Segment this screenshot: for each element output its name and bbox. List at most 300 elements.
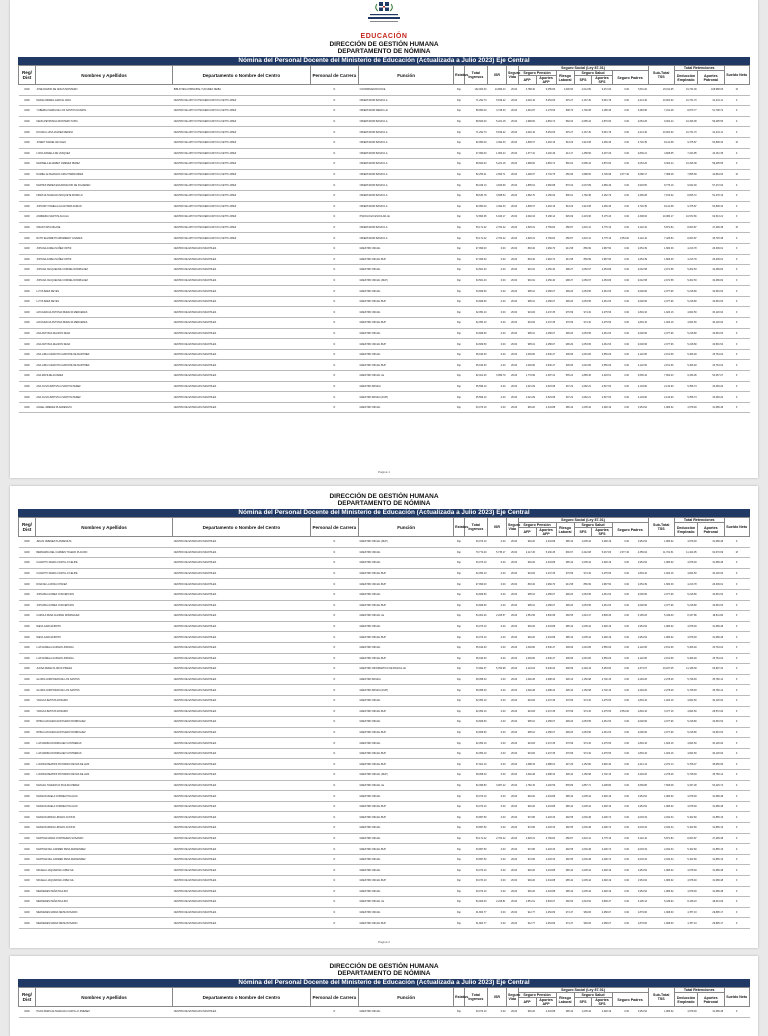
cell-g: F: [724, 579, 749, 590]
cell-stt: 3,720.35: [630, 201, 648, 212]
cell-sp: 0.00: [612, 537, 630, 548]
cell-neto: 32,591.54: [698, 717, 724, 728]
cell-dept: CENTRO DE ESTANCIAS INFANTILES: [173, 360, 310, 371]
cell-stt: 1,954.62: [630, 801, 648, 812]
cell-de: 1,923.16: [648, 318, 674, 329]
cell-g: F: [724, 674, 749, 685]
cell-aafp: 2,344.88: [536, 537, 556, 548]
cell-asfs: 2,550.06: [592, 360, 612, 371]
cell-fn: ORIENTADOR BASICO-A: [359, 159, 454, 170]
cell-stt: 2,048.96: [630, 727, 648, 738]
cell-aafp: 2,698.34: [536, 674, 556, 685]
cell-tot: 73,772.20: [464, 547, 487, 558]
cell-de: 10,187.05: [648, 664, 674, 675]
cell-reg: 0200: [19, 780, 36, 791]
col-neto: Sueldo Neto: [724, 518, 749, 537]
cell-dept: CENTRO DE ESTANCIAS INFANTILES: [173, 392, 310, 403]
cell-name: MERCEDES PEÑA PAULINO: [35, 897, 172, 908]
cell-asfs: 2,275.56: [592, 748, 612, 759]
cell-aafp: 4,156.92: [536, 190, 556, 201]
cell-career: N: [310, 589, 359, 600]
cell-g: F: [724, 642, 749, 653]
cell-rl: 299.20: [556, 727, 574, 738]
department-title: DEPARTAMENTO DE NÓMINA: [337, 500, 431, 507]
cell-stt: 2,122.66: [630, 349, 648, 360]
cell-stt: 3,195.03: [630, 611, 648, 622]
cell-stt: 3,903.50: [630, 180, 648, 191]
cell-dept: CENTRO DE ESTANCIAS INFANTILES: [173, 918, 310, 929]
cell-dept: CENTRO DE ESTANCIAS INFANTILES: [173, 275, 310, 286]
cell-reg: 0200: [19, 360, 36, 371]
cell-fn: MAESTRO INICIAL I-E: [359, 371, 454, 382]
page-header: [10, 486, 758, 507]
cell-asfs: 2,527.54: [592, 392, 612, 403]
cell-fn: MAESTRO INICIAL: [359, 907, 454, 918]
cell-isr: 6,043.17: [487, 212, 506, 223]
cell-neto: 54,429.72: [698, 780, 724, 791]
cell-neto: 26,309.61: [698, 254, 724, 265]
cell-de: 2,032.34: [648, 844, 674, 855]
cell-dept: CENTRO DE ESTANCIAS INFANTILES: [173, 265, 310, 276]
cell-afp: 949.20: [518, 801, 536, 812]
table-row: [19, 148, 750, 159]
cell-sfs: 1,053.95: [574, 727, 592, 738]
cell-tot: 33,897.50: [464, 823, 487, 834]
cell-name: LUZ MARINA RODRIGUEZ CONTRERAS: [35, 748, 172, 759]
cell-fn: ORIENTADOR MEDIO-I-E: [359, 106, 454, 117]
cell-aafp: 2,344.88: [536, 558, 556, 569]
cell-tot: 52,253.21: [464, 169, 487, 180]
cell-ap: 5,218.80: [674, 727, 697, 738]
cell-isr: 3,658.54: [487, 190, 506, 201]
cell-sp: 0.00: [612, 568, 630, 579]
cell-asfs: 9,372.00: [592, 85, 612, 96]
cell-tot: 34,669.50: [464, 717, 487, 728]
cell-afp: 803.40: [518, 579, 536, 590]
cell-isr: 0.00: [487, 706, 506, 717]
cell-afp: 919.84: [518, 318, 536, 329]
cell-st: Fijo: [454, 190, 465, 201]
cell-afp: 919.84: [518, 748, 536, 759]
table-row: [19, 328, 750, 339]
cell-afp: 1,526.01: [518, 233, 536, 244]
cell-isr: 4,392.33: [487, 137, 506, 148]
cell-ap: 10,326.38: [674, 159, 697, 170]
cell-sp: 0.00: [612, 558, 630, 569]
cell-ap: 4,824.50: [674, 706, 697, 717]
cell-g: F: [724, 349, 749, 360]
cell-reg: 0200: [19, 717, 36, 728]
cell-ap: 4,787.43: [674, 907, 697, 918]
cell-isr: 3,967.22: [487, 780, 506, 791]
cell-de: 2,077.96: [648, 286, 674, 297]
table-row: [19, 568, 750, 579]
cell-sfs: 1,005.42: [574, 791, 592, 802]
cell-sfs: 974.32: [574, 738, 592, 749]
cell-st: Fijo: [454, 371, 465, 382]
cell-aafp: 3,833.07: [536, 897, 556, 908]
cell-sp: 0.00: [612, 85, 630, 96]
cell-st: Fijo: [454, 579, 465, 590]
cell-sp: 0.00: [612, 116, 630, 127]
cell-stt: 4,054.26: [630, 159, 648, 170]
cell-name: CANAYITO MARIA CASTILLO FELIPE: [35, 568, 172, 579]
cell-isr: 0.00: [487, 328, 506, 339]
cell-asfs: 3,838.47: [592, 897, 612, 908]
cell-asfs: 4,185.45: [592, 106, 612, 117]
cell-ap: 5,358.74: [674, 392, 697, 403]
cell-dept: CENTRO DE APOYO PSICOEDUCATIVO LIVETH LOPEZ: [173, 222, 310, 233]
cell-tot: 33,073.10: [464, 632, 487, 643]
cell-ap: 4,978.49: [674, 632, 697, 643]
table-row: [19, 695, 750, 706]
cell-de: 2,278.26: [648, 685, 674, 696]
cell-fn: MAESTRO INICIAL BUP: [359, 360, 454, 371]
cell-sfs: 966.83: [574, 907, 592, 918]
cell-sv: 29.00: [506, 664, 518, 675]
cell-sfs: 1,005.42: [574, 537, 592, 548]
cell-de: 1,923.16: [648, 748, 674, 759]
col-afp: AFP: [518, 998, 536, 1007]
cell-tot: 32,050.10: [464, 307, 487, 318]
cell-st: Fijo: [454, 621, 465, 632]
cell-aafp: 2,546.47: [536, 642, 556, 653]
cell-fn: MAESTRO INICIAL: [359, 1007, 454, 1018]
cell-name: RUTH ELIZABETH ARISMENDY LINARES: [35, 233, 172, 244]
table-row: [19, 296, 750, 307]
cell-fn: ORIENTADOR BASICO-A: [359, 180, 454, 191]
cell-asfs: 2,406.72: [592, 844, 612, 855]
cell-reg: 0200: [19, 611, 36, 622]
table-row: [19, 1007, 750, 1018]
cell-sp: 0.00: [612, 127, 630, 138]
cell-isr: 2,700.42: [487, 222, 506, 233]
cell-sp: 0.00: [612, 759, 630, 770]
cell-sfs: 1,053.95: [574, 328, 592, 339]
cell-sfs: 1,913.68: [574, 201, 592, 212]
cell-tot: 38,058.40: [464, 685, 487, 696]
cell-afp: 1,499.67: [518, 169, 536, 180]
cell-fn: MAESTRO INICIAL I-E: [359, 780, 454, 791]
cell-g: F: [724, 897, 749, 908]
cell-asfs: 2,453.86: [592, 275, 612, 286]
cell-dept: CENTRO DE APOYO PSICOEDUCATIVO LIVETH LOPEZ: [173, 180, 310, 191]
cell-sfs: 1,458.90: [574, 148, 592, 159]
table-row: [19, 137, 750, 148]
cell-aafp: 2,458.07: [536, 727, 556, 738]
cell-fn: MAESTRO INICIAL: [359, 621, 454, 632]
cell-aafp: 5,168.14: [536, 212, 556, 223]
cell-asfs: 2,348.19: [592, 886, 612, 897]
cell-stt: 1,954.62: [630, 865, 648, 876]
cell-de: 10,061.62: [648, 95, 674, 106]
payroll-banner: Nómina del Personal Docente del Ministerio de Educación (Actualizada a Julio 2023) Eje Central: [18, 57, 750, 65]
cell-sv: 29.00: [506, 371, 518, 382]
col-ret-empleado: Deducción Empleado: [674, 523, 697, 537]
cell-sfs: 1,782.38: [574, 190, 592, 201]
cell-rl: 285.42: [556, 865, 574, 876]
cell-sfs: 1,082.21: [574, 392, 592, 403]
cell-career: N: [310, 180, 359, 191]
cell-name: JOHANA AUREA NUÑEZ ORTIZ: [35, 254, 172, 265]
col-function: Función: [359, 66, 454, 85]
cell-isr: 0.00: [487, 642, 506, 653]
cell-fn: MAESTRO INICIAL: [359, 243, 454, 254]
cell-stt: 2,048.96: [630, 328, 648, 339]
cell-career: N: [310, 307, 359, 318]
col-ret-empleado: Deducción Empleado: [674, 993, 697, 1007]
cell-sfs: 1,030.48: [574, 823, 592, 834]
cell-name: DAMIEL ALTAGRACIA CRUZ HERNANDEZ: [35, 169, 172, 180]
cell-tot: 33,073.10: [464, 537, 487, 548]
cell-stt: 2,042.58: [630, 265, 648, 276]
table-row: [19, 854, 750, 865]
col-function: Función: [359, 988, 454, 1007]
cell-ap: 4,978.49: [674, 558, 697, 569]
cell-neto: 32,591.54: [698, 589, 724, 600]
cell-reg: 0200: [19, 621, 36, 632]
cell-fn: MAESTRO INICIAL: [359, 695, 454, 706]
cell-dept: CENTRO DE ESTANCIAS INFANTILES: [173, 738, 310, 749]
cell-de: 8,141.68: [648, 201, 674, 212]
cell-ap: 5,728.93: [674, 674, 697, 685]
cell-career: N: [310, 233, 359, 244]
cell-asfs: 2,461.53: [592, 600, 612, 611]
cell-sfs: 850.99: [574, 254, 592, 265]
cell-reg: 0200: [19, 600, 36, 611]
cell-ap: 5,218.80: [674, 600, 697, 611]
cell-isr: 0.00: [487, 674, 506, 685]
cell-reg: 0200: [19, 1007, 36, 1018]
cell-g: F: [724, 600, 749, 611]
cell-name: RHINA ALTAGRACIA ROSARIO RODRIGUEZ: [35, 717, 172, 728]
cell-afp: 1,682.70: [518, 190, 536, 201]
cell-afp: 972.86: [518, 812, 536, 823]
cell-dept: CENTRO DE ESTANCIAS INFANTILES: [173, 1007, 310, 1018]
cell-g: F: [724, 706, 749, 717]
cell-sp: 0.00: [612, 865, 630, 876]
cell-tot: 53,171.22: [464, 222, 487, 233]
table-row: [19, 558, 750, 569]
cell-fn: MAESTRO INICIAL I-E: [359, 897, 454, 908]
cell-stt: 2,103.90: [630, 392, 648, 403]
cell-reg: 0200: [19, 632, 36, 643]
cell-neto: 29,895.17: [698, 918, 724, 929]
cell-rl: 285.42: [556, 801, 574, 812]
cell-sp: 0.00: [612, 791, 630, 802]
cell-asfs: 4,469.45: [592, 201, 612, 212]
cell-g: F: [724, 770, 749, 781]
cell-reg: 0200: [19, 664, 36, 675]
cell-dept: CENTRO DE ESTANCIAS INFANTILES: [173, 642, 310, 653]
cell-aafp: 2,254.89: [536, 907, 556, 918]
cell-career: N: [310, 328, 359, 339]
cell-rl: 285.42: [556, 621, 574, 632]
cell-fn: ORIENTADOR BASICO-A: [359, 222, 454, 233]
cell-de: 1,983.62: [648, 876, 674, 887]
cell-isr: 4,843.69: [487, 180, 506, 191]
cell-reg: 0200: [19, 137, 36, 148]
cell-sp: 0.00: [612, 296, 630, 307]
cell-tot: 32,050.10: [464, 695, 487, 706]
cell-isr: 0.00: [487, 265, 506, 276]
cell-stt: 2,249.26: [630, 674, 648, 685]
cell-sfs: 1,091.86: [574, 642, 592, 653]
cell-ap: 19,734.39: [674, 85, 697, 96]
cell-g: F: [724, 148, 749, 159]
cell-sv: 29.00: [506, 318, 518, 329]
cell-sp: 0.00: [612, 371, 630, 382]
cell-sp: 1,554.00: [612, 706, 630, 717]
cell-afp: 972.86: [518, 823, 536, 834]
cell-stt: 4,213.40: [630, 127, 648, 138]
cell-afp: 1,030.80: [518, 642, 536, 653]
cell-rl: 276.59: [556, 307, 574, 318]
cell-fn: ORIENTADOR BASICO-A: [359, 201, 454, 212]
cell-neto: 31,089.48: [698, 621, 724, 632]
cell-dept: CENTRO DE ESTANCIAS INFANTILES: [173, 664, 310, 675]
cell-stt: 3,142.42: [630, 233, 648, 244]
cell-dept: CENTRO DE ESTANCIAS INFANTILES: [173, 286, 310, 297]
cell-dept: CENTRO DE ESTANCIAS INFANTILES: [173, 812, 310, 823]
cell-sp: 0.00: [612, 632, 630, 643]
cell-stt: 2,003.34: [630, 812, 648, 823]
cell-ap: 5,102.60: [674, 812, 697, 823]
cell-name: GLORIA CORPORAN DE LOS SANTOS: [35, 674, 172, 685]
cell-st: Fijo: [454, 233, 465, 244]
cell-g: F: [724, 360, 749, 371]
cell-g: F: [724, 738, 749, 749]
cell-sv: 29.00: [506, 339, 518, 350]
cell-tot: 34,669.50: [464, 339, 487, 350]
cell-dept: CENTRO DE ESTANCIAS INFANTILES: [173, 328, 310, 339]
cell-g: F: [724, 212, 749, 223]
cell-tot: 35,916.30: [464, 642, 487, 653]
cell-g: F: [724, 717, 749, 728]
cell-sfs: 1,005.42: [574, 886, 592, 897]
cell-isr: 0.00: [487, 568, 506, 579]
cell-asfs: 5,175.43: [592, 212, 612, 223]
cell-g: F: [724, 265, 749, 276]
cell-isr: 2,700.42: [487, 233, 506, 244]
cell-g: F: [724, 907, 749, 918]
cell-isr: 0.00: [487, 748, 506, 759]
cell-isr: 0.00: [487, 307, 506, 318]
cell-sfs: 1,091.86: [574, 360, 592, 371]
table-row: [19, 907, 750, 918]
col-aportes-sfs: Aportes SFS: [592, 76, 612, 85]
cell-de: 2,077.96: [648, 296, 674, 307]
cell-tot: 33,073.10: [464, 558, 487, 569]
cell-rl: 309.96: [556, 653, 574, 664]
cell-st: Fijo: [454, 296, 465, 307]
cell-g: F: [724, 653, 749, 664]
cell-tot: 37,921.10: [464, 759, 487, 770]
cell-fn: MAESTRO INICIAL (DUP): [359, 275, 454, 286]
cell-reg: 0200: [19, 328, 36, 339]
cell-afp: 995.01: [518, 286, 536, 297]
col-reg: Reg/ Dist: [19, 66, 36, 85]
cell-sp: 0.00: [612, 653, 630, 664]
cell-neto: 33,764.64: [698, 653, 724, 664]
cell-reg: 0200: [19, 392, 36, 403]
cell-afp: 1,030.80: [518, 360, 536, 371]
cell-isr: 0.00: [487, 600, 506, 611]
cell-career: N: [310, 886, 359, 897]
cell-st: Fijo: [454, 148, 465, 159]
cell-afp: 1,895.61: [518, 180, 536, 191]
cell-afp: 1,092.28: [518, 770, 536, 781]
cell-sfs: 1,643.47: [574, 611, 592, 622]
cell-sv: 29.00: [506, 589, 518, 600]
cell-st: Fijo: [454, 823, 465, 834]
cell-asfs: 2,550.06: [592, 642, 612, 653]
cell-isr: 0.00: [487, 759, 506, 770]
cell-g: F: [724, 621, 749, 632]
cell-tot: 33,897.50: [464, 854, 487, 865]
col-total: Total Ingresos: [464, 988, 487, 1007]
cell-sp: 0.00: [612, 265, 630, 276]
cell-reg: 0200: [19, 95, 36, 106]
col-salud: Seguro Salud: [574, 523, 612, 528]
col-neto: Sueldo Neto: [724, 66, 749, 85]
cell-stt: 2,122.66: [630, 360, 648, 371]
cell-de: 5,449.60: [648, 611, 674, 622]
cell-afp: 1,968.82: [518, 159, 536, 170]
cell-neto: 33,764.64: [698, 349, 724, 360]
cell-afp: 949.20: [518, 886, 536, 897]
cell-stt: 3,483.95: [630, 106, 648, 117]
col-ret-empleado: Deducción Empleado: [674, 71, 697, 85]
cell-afp: 949.20: [518, 537, 536, 548]
cell-g: F: [724, 286, 749, 297]
cell-sv: 29.00: [506, 791, 518, 802]
cell-aafp: 3,832.95: [536, 611, 556, 622]
page-header: [10, 0, 758, 55]
table-row: [19, 685, 750, 696]
cell-isr: 0.00: [487, 402, 506, 413]
cell-st: Fijo: [454, 547, 465, 558]
cell-asfs: 4,689.49: [592, 180, 612, 191]
cell-ap: 4,824.50: [674, 738, 697, 749]
cell-de: 1,983.62: [648, 1007, 674, 1018]
table-row: [19, 823, 750, 834]
cell-isr: 3,728.33: [487, 106, 506, 117]
cell-tot: 62,950.00: [464, 137, 487, 148]
cell-career: N: [310, 759, 359, 770]
cell-career: N: [310, 339, 359, 350]
cell-reg: 0200: [19, 371, 36, 382]
cell-reg: 0200: [19, 886, 36, 897]
table-row: [19, 918, 750, 929]
cell-name: CANAYITO MARIA CASTILLO FELIPE: [35, 558, 172, 569]
cell-sfs: 1,005.42: [574, 402, 592, 413]
cell-aafp: 9,355.89: [536, 85, 556, 96]
cell-de: 2,032.34: [648, 812, 674, 823]
cell-fn: MAESTRO INICIAL I-E: [359, 611, 454, 622]
cell-fn: MAESTRO INICIAL: [359, 791, 454, 802]
cell-aafp: 2,523.98: [536, 392, 556, 403]
cell-name: YANILKA BATISTA ROSARIO: [35, 706, 172, 717]
cell-ap: 5,406.49: [674, 642, 697, 653]
cell-ap: 8,138.10: [674, 897, 697, 908]
cell-de: 7,241.28: [648, 106, 674, 117]
cell-de: 11,701.51: [648, 547, 674, 558]
cell-ap: 4,978.49: [674, 1007, 697, 1018]
cell-sv: 29.00: [506, 653, 518, 664]
cell-ap: 4,787.43: [674, 918, 697, 929]
cell-ap: 7,865.69: [674, 169, 697, 180]
